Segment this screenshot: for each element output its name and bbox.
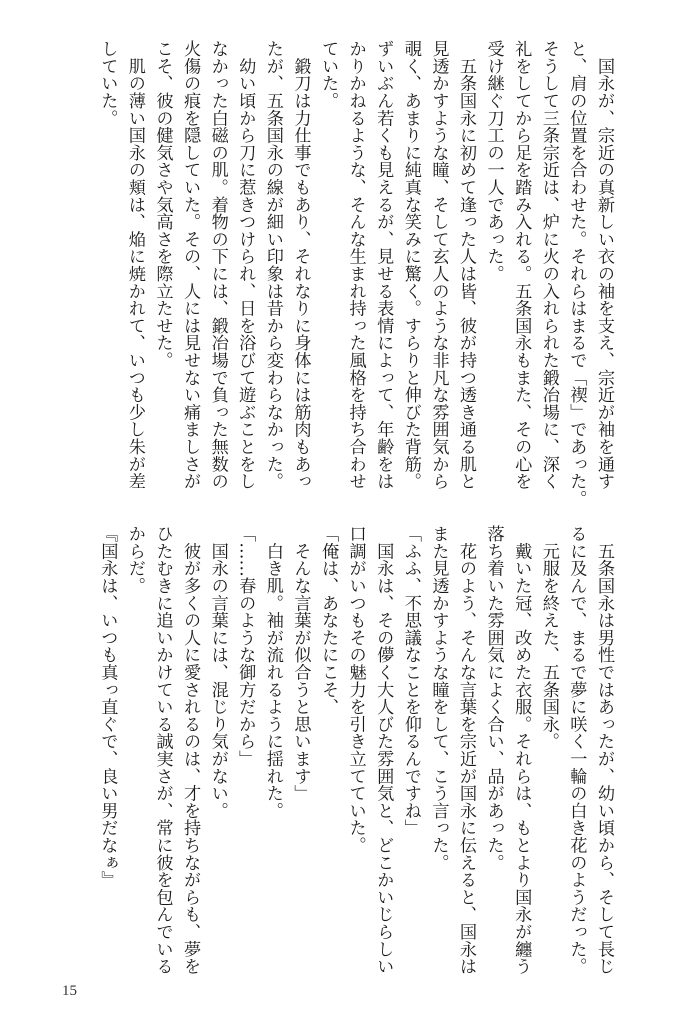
text-block-bottom bbox=[77, 525, 617, 975]
text-column: 肌の薄い国永の頬は、焔に焼かれて、いつも少し朱が差 bbox=[124, 40, 145, 490]
text-column: 口調がいつもその魅力を引き立てていた。 bbox=[345, 525, 366, 854]
text-block-top bbox=[77, 40, 617, 508]
text-column: 受け継ぐ刀工の一人であった。 bbox=[483, 40, 504, 283]
text-column: かりかねるような、そんな生まれ持った風格を持ち合わせ bbox=[345, 40, 366, 490]
text-column: 五条国永は男性ではあったが、幼い頃から、そして長じ bbox=[594, 525, 614, 975]
text-column: 五条国永に初めて逢った人は皆、彼が持つ透き通る肌と bbox=[456, 40, 477, 490]
text-column: 「……春のような御方だから」 bbox=[235, 525, 256, 768]
text-column: 「俺は、あなたにこそ、 bbox=[318, 525, 339, 716]
text-column: ていた。 bbox=[318, 40, 339, 110]
text-column: 元服を終えた、五条国永。 bbox=[538, 525, 559, 750]
text-column: 落ち着いた雰囲気によく合い、品があった。 bbox=[483, 525, 504, 871]
text-column: 鍛刀は力仕事でもあり、それなりに身体には筋肉もあっ bbox=[290, 40, 311, 490]
page-number: 15 bbox=[62, 983, 77, 999]
text-column: ずいぶん若くも見えるが、見せる表情によって、年齢をは bbox=[373, 40, 394, 490]
text-column: 見透かすような瞳、そして玄人のような非凡な雰囲気から bbox=[428, 40, 449, 490]
text-column: 国永の言葉には、混じり気がない。 bbox=[207, 525, 228, 820]
text-column: 幼い頃から刀に惹きつけられ、日を浴びて遊ぶことをし bbox=[235, 40, 256, 490]
text-column: なかった白磁の肌。着物の下には、鍛冶場で負った無数の bbox=[207, 40, 228, 490]
text-column: また見透かすような瞳をして、こう言った。 bbox=[428, 525, 449, 871]
text-column: 花のよう、そんな言葉を宗近が国永に伝えると、国永は bbox=[456, 525, 477, 975]
text-column: 国永は、その儚く大人びた雰囲気と、どこかいじらしい bbox=[373, 525, 394, 975]
text-column: 礼をしてから足を踏み入れる。五条国永もまた、その心を bbox=[511, 40, 532, 490]
text-column: していた。 bbox=[97, 40, 118, 127]
text-column: こそ、彼の健気さや気高さを際立たせた。 bbox=[152, 40, 173, 369]
text-column: そんな言葉が似合うと思います」 bbox=[290, 525, 311, 802]
text-column: 彼が多くの人に愛されるのは、才を持ちながらも、夢を bbox=[180, 525, 201, 975]
text-column: からだ。 bbox=[124, 525, 145, 595]
text-column: 国永が、宗近の真新しい衣の袖を支え、宗近が袖を通す bbox=[594, 40, 614, 490]
text-column: るに及んで、まるで夢に咲く一輪の白き花のようだった。 bbox=[566, 525, 587, 975]
text-column: 「ふふ、不思議なことを仰るんですね」 bbox=[400, 525, 421, 837]
text-column: ひたむきに追いかけている誠実さが、常に彼を包んでいる bbox=[152, 525, 173, 975]
text-column: 『国永は、いつも真っ直ぐで、良い男だなぁ』 bbox=[97, 525, 118, 889]
text-column: 火傷の痕を隠していた。その、人には見せない痛ましさが bbox=[180, 40, 201, 490]
text-column: と、肩の位置を合わせた。それらはまるで「禊」であった。 bbox=[566, 40, 587, 508]
text-column: 覗く、あまりに純真な笑みに驚く。すらりと伸びた背筋。 bbox=[400, 40, 421, 490]
text-column: そうして三条宗近は、炉に火の入れられた鍛冶場に、深く bbox=[538, 40, 559, 490]
text-column: たが、五条国永の線が細い印象は昔から変わらなかった。 bbox=[262, 40, 283, 490]
text-column: 戴いた冠、改めた衣服。それらは、もとより国永が纏う bbox=[511, 525, 532, 975]
text-column: 白き肌。袖が流れるように揺れた。 bbox=[262, 525, 283, 820]
